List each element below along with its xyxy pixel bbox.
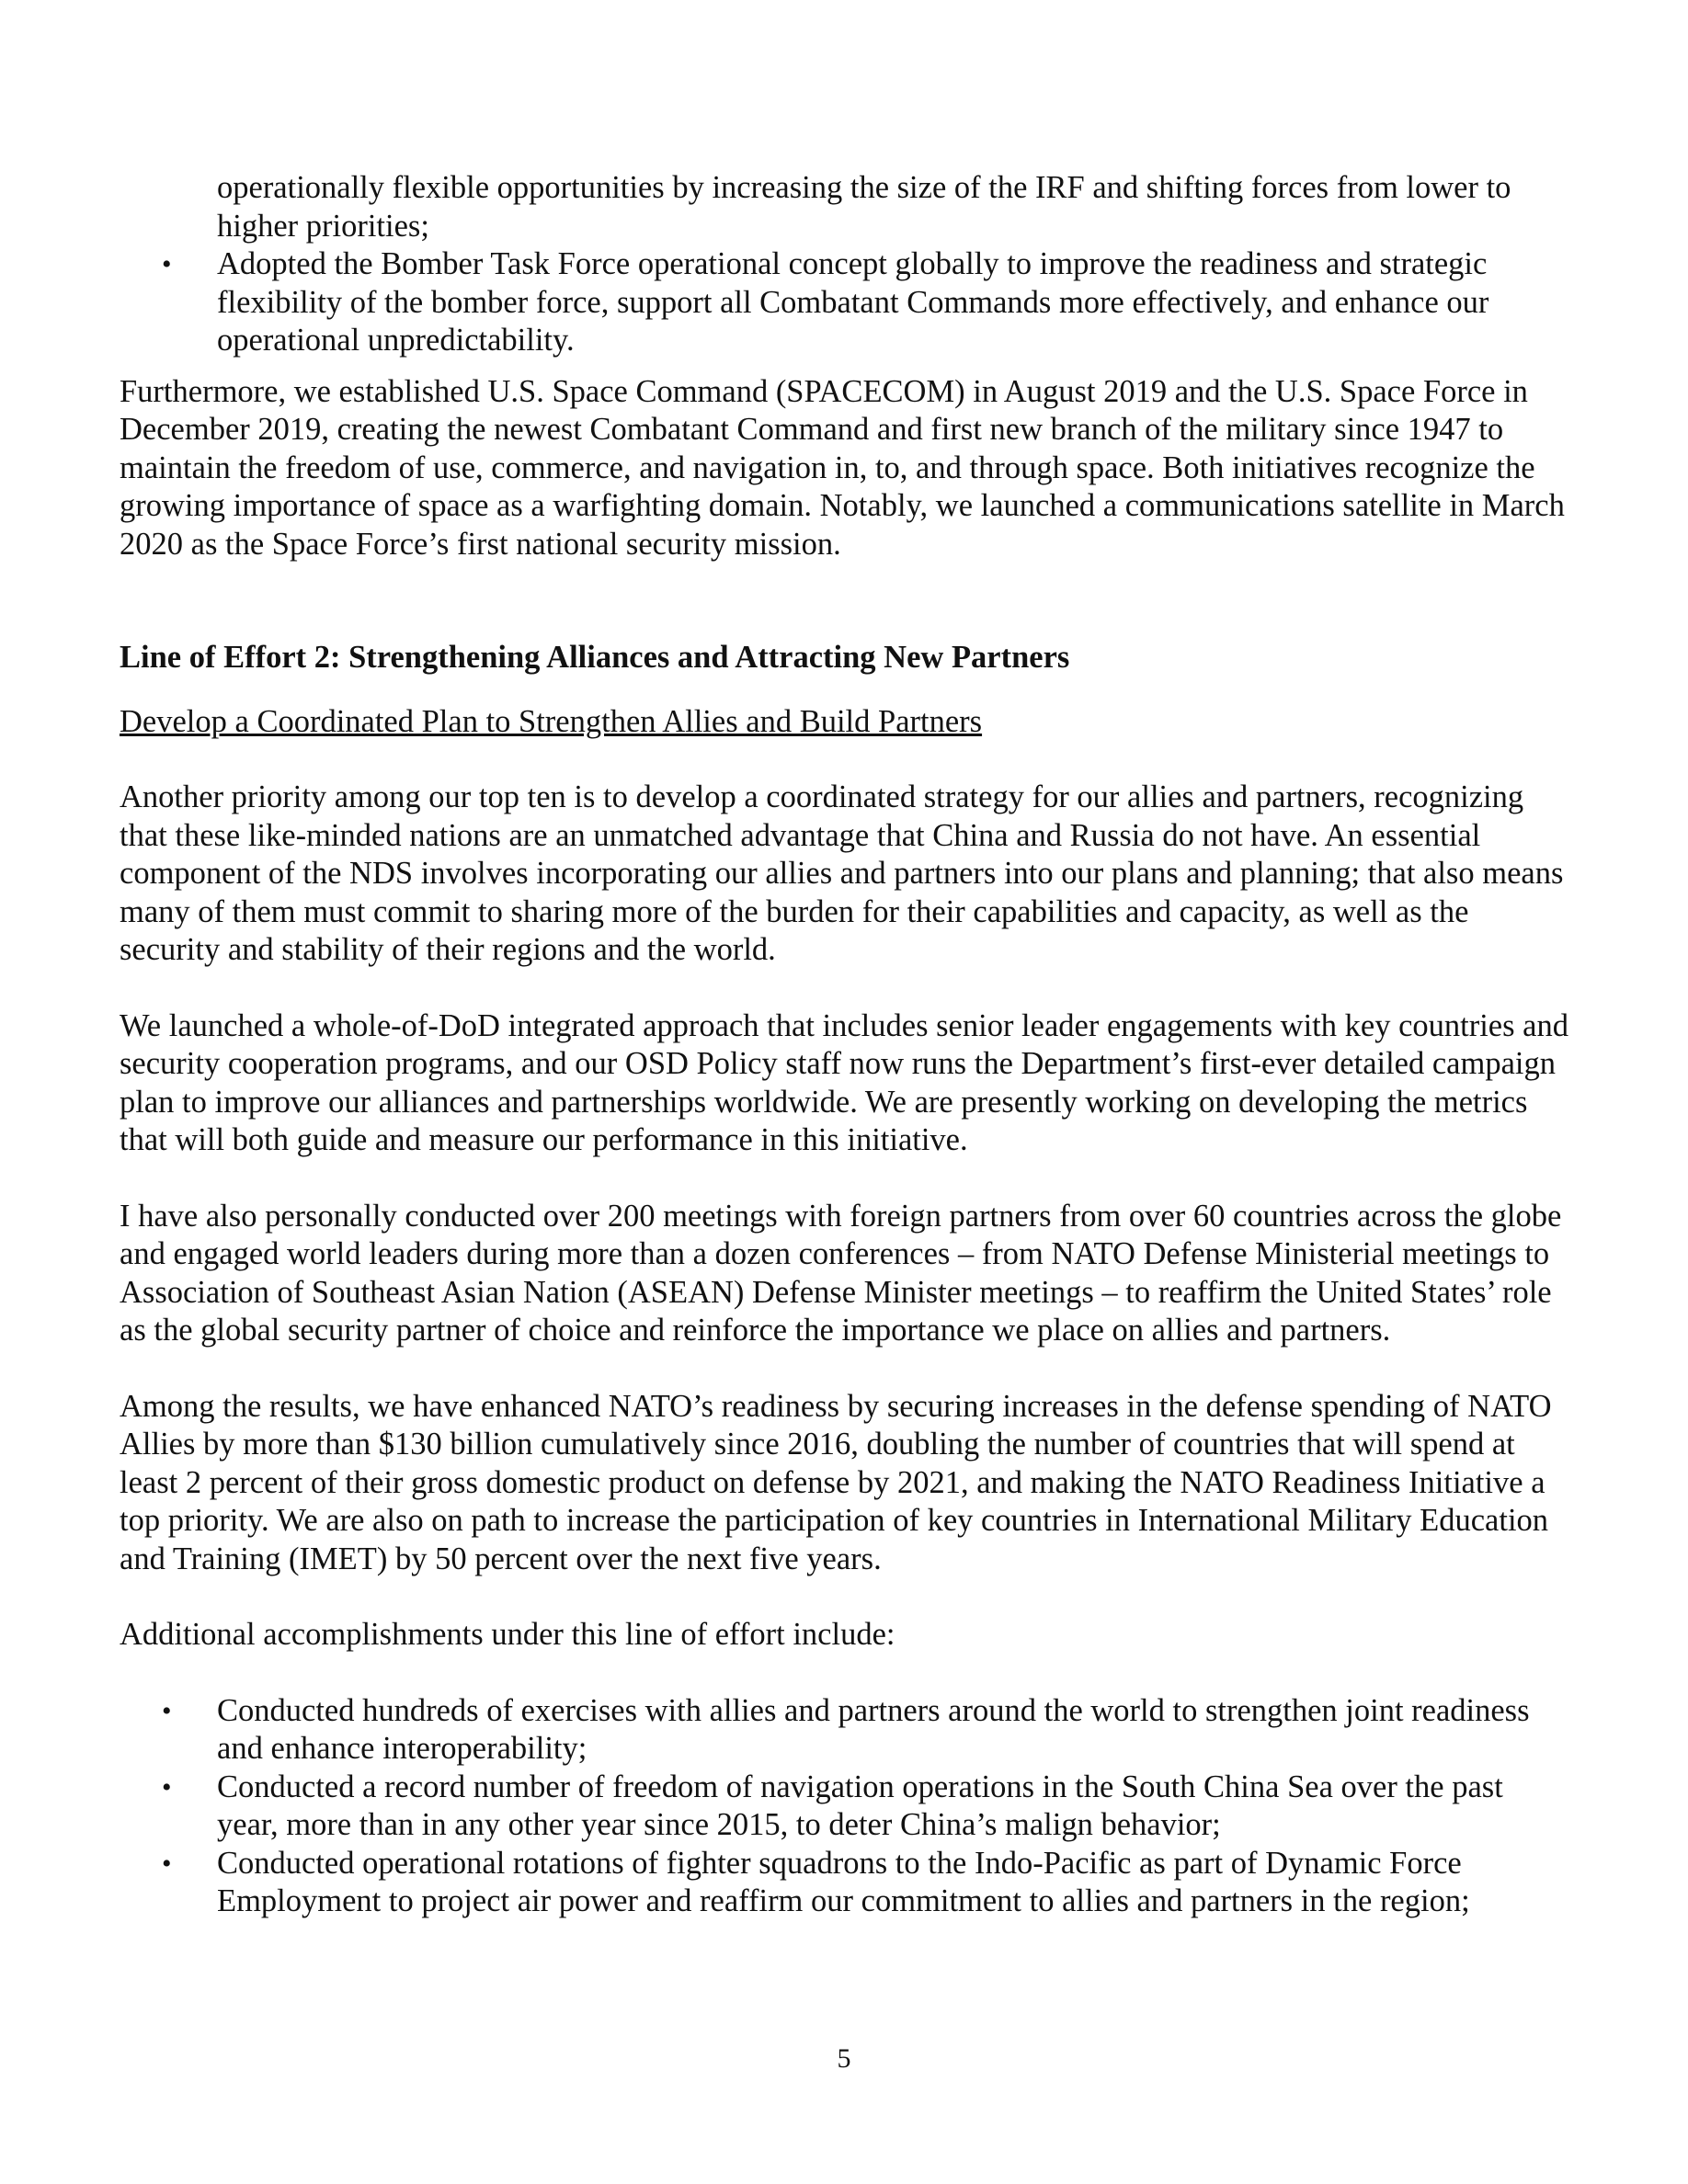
paragraph-space-command: Furthermore, we established U.S. Space Command (SPACECOM) in August 2019 and the U.S. Space Force in December 2019, creating the newest Combatant Command and first new branch of the military since 1947 to maintain the freedom of use, commerce, and navigation in, to, and through space. Both initiatives recognize the growing importance of space as a warfighting domain. Notably, we launched a communications satellite in March 2020 as the Space Force’s first national security mission.: [120, 373, 1565, 562]
document-page: [120, 169, 1572, 1921]
bullet-dot-icon: •: [162, 249, 172, 279]
bullet-dot-icon: •: [162, 1771, 172, 1803]
bullet-text: Conducted hundreds of exercises with allies and partners around the world to strengthen joint readiness and enhance interoperability;: [217, 1692, 1530, 1766]
paragraph: Among the results, we have enhanced NATO’s readiness by securing increases in the defense spending of NATO Allies by more than $130 billion cumulatively since 2016, doubling the number of countries that will spend at least 2 percent of their gross domestic product on defense by 2021, and making the NATO Readiness Initiative a top priority. We are also on path to increase the participation of key countries in International Military Education and Training (IMET) by 50 percent over the next five years.: [120, 1388, 1552, 1576]
bullet-list-bottom: [120, 1692, 1572, 1921]
bullet-item: [120, 245, 1572, 360]
bullet-text: Adopted the Bomber Task Force operational concept globally to improve the readiness and strategic flexibility of the bomber force, support all Combatant Commands more effectively, and enhance our operational unpredictability.: [217, 246, 1489, 358]
section-heading: Line of Effort 2: Strengthening Alliances and Attracting New Partners: [120, 640, 1070, 675]
bullet-item: [120, 1692, 1572, 1769]
bullet-dot-icon: •: [162, 1848, 172, 1879]
section-subheading: Develop a Coordinated Plan to Strengthen Allies and Build Partners: [120, 703, 983, 739]
paragraph: Additional accomplishments under this line of effort include:: [120, 1617, 895, 1652]
bullet-list-top: [120, 245, 1572, 360]
paragraph: We launched a whole-of-DoD integrated approach that includes senior leader engagements with key countries and security cooperation programs, and our OSD Policy staff now runs the Department’s first-ever detailed campaign plan to improve our alliances and partnerships worldwide. We are presently working on developing the metrics that will both guide and measure our performance in this initiative.: [120, 1007, 1568, 1157]
bullet-text: Conducted a record number of freedom of navigation operations in the South China Sea over the past year, more than in any other year since 2015, to deter China’s malign behavior;: [217, 1769, 1503, 1842]
page-number: 5: [837, 2043, 851, 2074]
paragraph: Another priority among our top ten is to develop a coordinated strategy for our allies and partners, recognizing that these like-minded nations are an unmatched advantage that China and Russia do not have. An essential component of the NDS involves incorporating our allies and partners into our plans and planning; that also means many of them must commit to sharing more of the burden for their capabilities and capacity, as well as the security and stability of their regions and the world.: [120, 779, 1564, 967]
bullet-item: [120, 1845, 1572, 1921]
continued-bullet-text: operationally flexible opportunities by increasing the size of the IRF and shifting forces from lower to higher priorities;: [217, 170, 1511, 244]
bullet-item: [120, 1769, 1572, 1845]
paragraph: I have also personally conducted over 200 meetings with foreign partners from over 60 countries across the globe and engaged world leaders during more than a dozen conferences – from NATO Defense Ministerial meetings to Association of Southeast Asian Nation (ASEAN) Defense Minister meetings – to reaffirm the United States’ role as the global security partner of choice and reinforce the importance we place on allies and partners.: [120, 1198, 1562, 1348]
bullet-dot-icon: •: [162, 1695, 172, 1726]
bullet-text: Conducted operational rotations of fighter squadrons to the Indo-Pacific as part of Dynamic Force Employment to project air power and reaffirm our commitment to allies and partners in the region;: [217, 1845, 1470, 1918]
